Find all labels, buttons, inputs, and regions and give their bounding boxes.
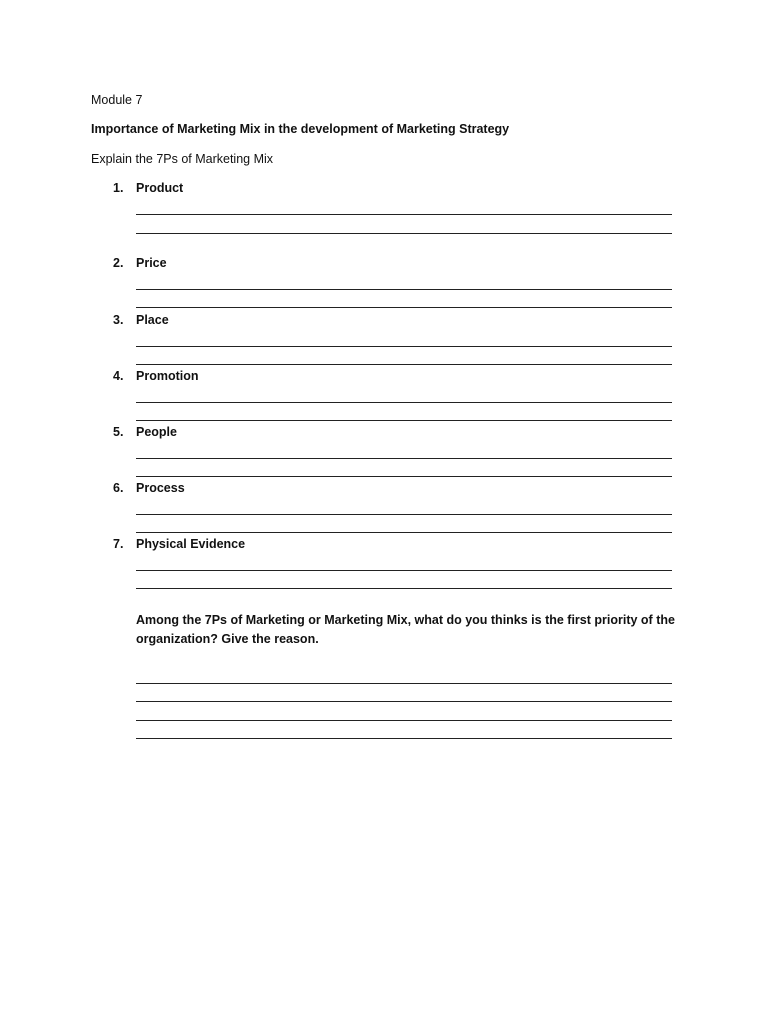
answer-line[interactable] bbox=[136, 701, 672, 702]
answer-line[interactable] bbox=[136, 289, 672, 290]
answer-line[interactable] bbox=[136, 233, 672, 234]
answer-line[interactable] bbox=[136, 720, 672, 721]
item-label: Price bbox=[136, 256, 167, 270]
answer-line[interactable] bbox=[136, 402, 672, 403]
item-label: Process bbox=[136, 481, 185, 495]
item-label: Product bbox=[136, 181, 184, 195]
answer-line[interactable] bbox=[136, 346, 672, 347]
item-number: 7. bbox=[113, 537, 124, 551]
item-number: 6. bbox=[113, 481, 124, 495]
answer-line[interactable] bbox=[136, 420, 672, 421]
item-number: 1. bbox=[113, 181, 124, 195]
page-subtitle: Explain the 7Ps of Marketing Mix bbox=[91, 152, 274, 166]
answer-line[interactable] bbox=[136, 214, 672, 215]
answer-line[interactable] bbox=[136, 588, 672, 589]
item-label: Place bbox=[136, 313, 169, 327]
answer-line[interactable] bbox=[136, 307, 672, 308]
answer-line[interactable] bbox=[136, 532, 672, 533]
priority-question: Among the 7Ps of Marketing or Marketing Mix, what do you thinks is the first priority of the organization? Give the reason. bbox=[136, 613, 675, 646]
answer-line[interactable] bbox=[136, 738, 672, 739]
answer-line[interactable] bbox=[136, 458, 672, 459]
module-label: Module 7 bbox=[91, 93, 143, 107]
item-label: Physical Evidence bbox=[136, 537, 246, 551]
item-number: 4. bbox=[113, 369, 124, 383]
answer-line[interactable] bbox=[136, 476, 672, 477]
answer-line[interactable] bbox=[136, 364, 672, 365]
answer-line[interactable] bbox=[136, 514, 672, 515]
item-number: 5. bbox=[113, 425, 124, 439]
answer-line[interactable] bbox=[136, 570, 672, 571]
item-number: 3. bbox=[113, 313, 124, 327]
item-label: Promotion bbox=[136, 369, 199, 383]
item-label: People bbox=[136, 425, 177, 439]
answer-line[interactable] bbox=[136, 683, 672, 684]
page-title: Importance of Marketing Mix in the development of Marketing Strategy bbox=[91, 122, 510, 136]
item-number: 2. bbox=[113, 256, 124, 270]
